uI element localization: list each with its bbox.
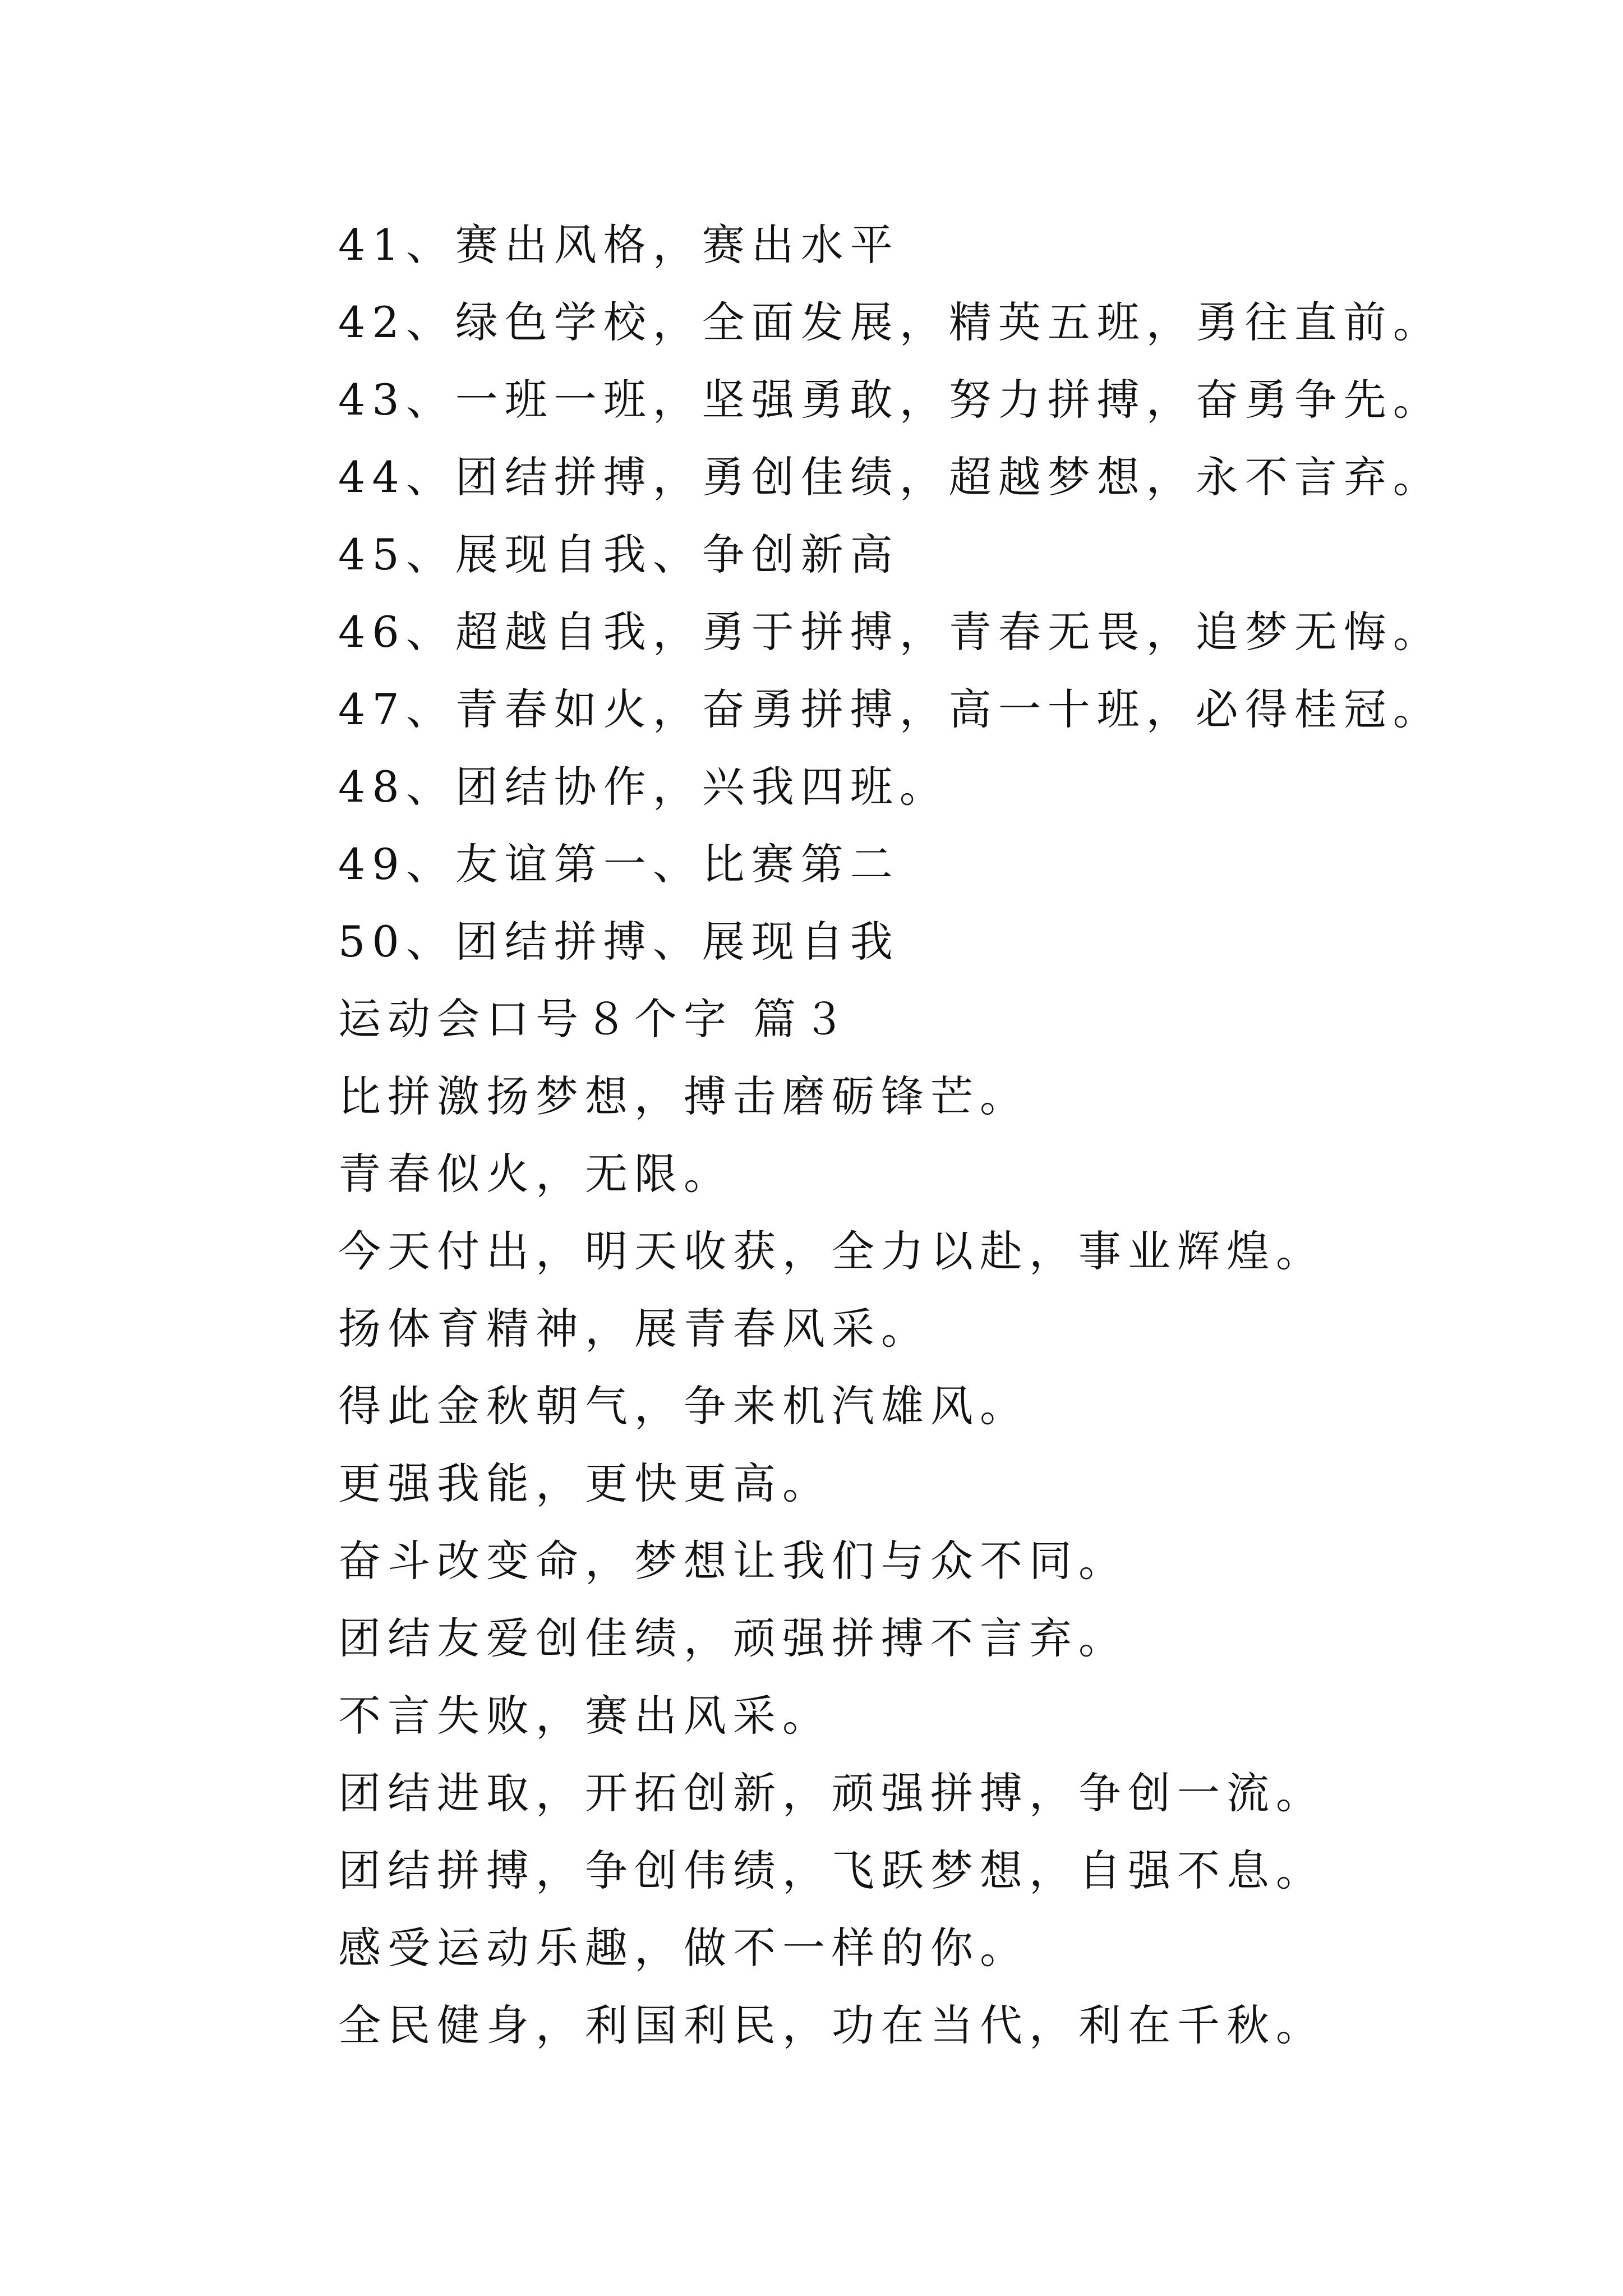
slogan-line-48: 48、团结协作，兴我四班。 — [338, 762, 949, 812]
section-heading: 运动会口号８个字 篇３ — [338, 994, 852, 1044]
slogan-line: 团结进取，开拓创新，顽强拼搏，争创一流。 — [338, 1768, 1325, 1818]
slogan-line-44: 44、团结拼搏，勇创佳绩，超越梦想，永不言弃。 — [338, 452, 1442, 502]
slogan-line: 奋斗改变命，梦想让我们与众不同。 — [338, 1536, 1128, 1586]
slogan-line-41: 41、赛出风格，赛出水平 — [338, 220, 900, 270]
slogan-line-47: 47、青春如火，奋勇拼搏，高一十班，必得桂冠。 — [338, 684, 1442, 734]
slogan-line-49: 49、友谊第一、比赛第二 — [338, 839, 900, 889]
text-body — [338, 206, 1516, 2064]
slogan-line: 比拼激扬梦想，搏击磨砺锋芒。 — [338, 1071, 1029, 1121]
slogan-line: 青春似火，无限。 — [338, 1149, 733, 1199]
slogan-line: 全民健身，利国利民，功在当代，利在千秋。 — [338, 2000, 1325, 2050]
slogan-line: 得此金秋朝气，争来机汽雄风。 — [338, 1381, 1029, 1431]
slogan-line-46: 46、超越自我，勇于拼搏，青春无畏，追梦无悔。 — [338, 607, 1442, 657]
slogan-line: 今天付出，明天收获，全力以赴，事业辉煌。 — [338, 1226, 1325, 1276]
slogan-line: 不言失败，赛出风采。 — [338, 1691, 832, 1741]
slogan-line: 感受运动乐趣，做不一样的你。 — [338, 1923, 1029, 1973]
slogan-line: 扬体育精神，展青春风采。 — [338, 1304, 930, 1354]
slogan-line-42: 42、绿色学校，全面发展，精英五班，勇往直前。 — [338, 297, 1442, 347]
slogan-line-43: 43、一班一班，坚强勇敢，努力拼搏，奋勇争先。 — [338, 375, 1442, 425]
slogan-line: 团结友爱创佳绩，顽强拼搏不言弃。 — [338, 1613, 1128, 1663]
slogan-line-50: 50、团结拼搏、展现自我 — [338, 917, 900, 967]
slogan-line: 团结拼搏，争创伟绩，飞跃梦想，自强不息。 — [338, 1846, 1325, 1895]
slogan-line-45: 45、展现自我、争创新高 — [338, 530, 900, 579]
slogan-line: 更强我能，更快更高。 — [338, 1458, 832, 1508]
